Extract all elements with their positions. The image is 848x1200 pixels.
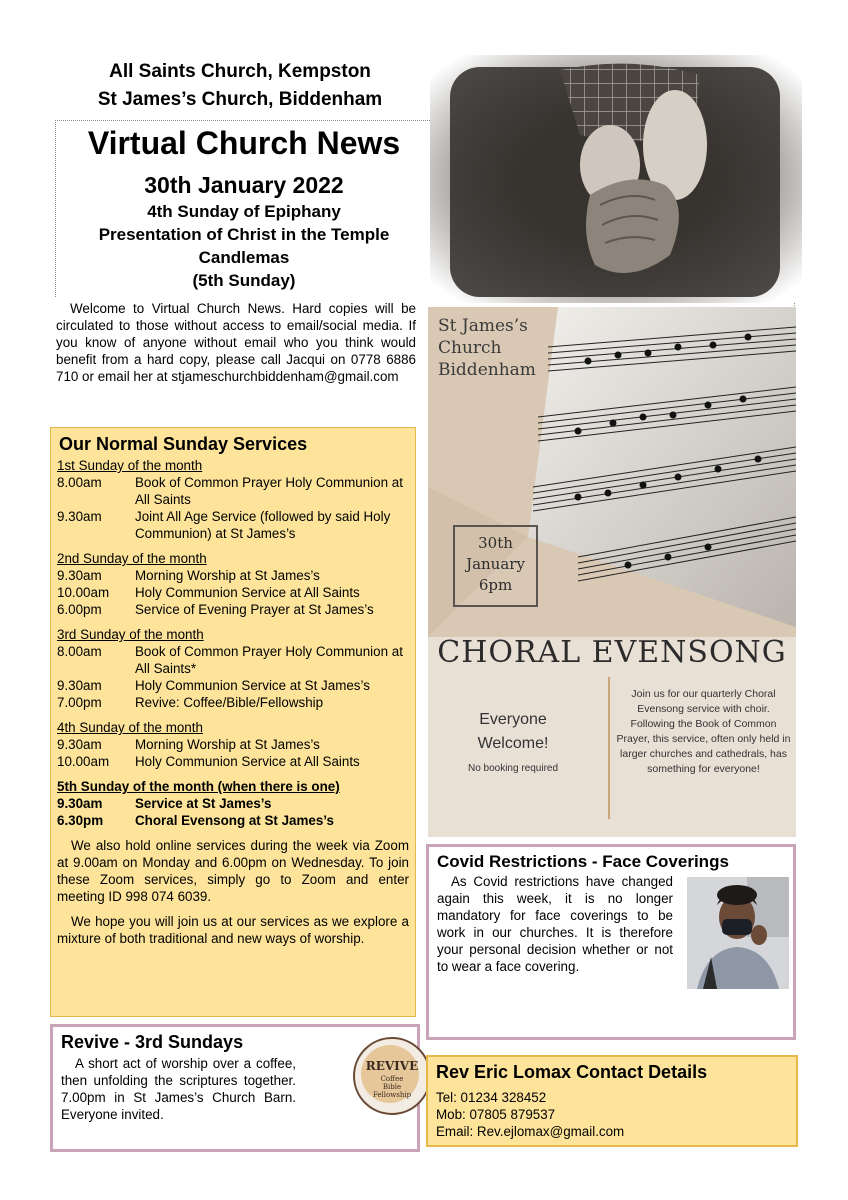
page-title: Virtual Church News bbox=[87, 125, 401, 161]
service-row bbox=[57, 508, 409, 542]
contact-box bbox=[426, 1055, 798, 1147]
poster-date-time: 6pm bbox=[478, 576, 513, 594]
revive-text bbox=[61, 1055, 296, 1123]
covid-box bbox=[426, 844, 796, 1040]
poster-everyone: Everyone bbox=[479, 711, 547, 728]
service-description: Book of Common Prayer Holy Communion at All Saints* bbox=[135, 644, 403, 676]
service-group bbox=[57, 457, 409, 542]
revive-logo-title: REVIVE bbox=[365, 1059, 419, 1073]
service-description: Choral Evensong at St James’s bbox=[135, 813, 334, 828]
join-us-paragraph: We hope you will join us at our services as we explore a mixture of both traditional and new ways of worship. bbox=[57, 914, 409, 946]
service-group bbox=[57, 778, 409, 829]
service-time: 8.00am bbox=[57, 475, 102, 490]
service-time: 10.00am bbox=[57, 585, 110, 600]
service-time: 9.30am bbox=[57, 509, 102, 524]
contact-email[interactable]: Email: Rev.ejlomax@gmail.com bbox=[436, 1124, 625, 1139]
service-time: 6.00pm bbox=[57, 602, 102, 617]
church-names bbox=[60, 58, 420, 114]
service-time: 9.30am bbox=[57, 796, 103, 811]
service-group bbox=[57, 550, 409, 618]
online-services-paragraph: We also hold online services during the week via Zoom at 9.00am on Monday and 6.00pm on Wednesday. To join these Zoom services, simply go to Zoom and enter meeting ID 998 074 6039. bbox=[57, 838, 409, 904]
service-description: Book of Common Prayer Holy Communion at All Saints bbox=[135, 475, 403, 507]
revive-logo-bible: Bible bbox=[382, 1083, 402, 1091]
welcome-paragraph: Welcome to Virtual Church News. Hard copies will be circulated to those without access to email/social media. If you know of anyone without email who you think would benefit from a hard copy, please call Jacqui on 0778 6886 710 or email her at stjameschurchbiddenham@gmail.com bbox=[56, 301, 416, 384]
service-group-title: 5th Sunday of the month (when there is one) bbox=[57, 779, 340, 794]
choral-evensong-poster bbox=[428, 307, 796, 837]
service-time: 9.30am bbox=[57, 568, 102, 583]
subtitle-fifth-sunday: (5th Sunday) bbox=[192, 271, 296, 290]
service-row bbox=[57, 474, 409, 508]
service-row bbox=[57, 567, 409, 584]
contact-mob: Mob: 07805 879537 bbox=[436, 1107, 556, 1122]
contact-heading: Rev Eric Lomax Contact Details bbox=[436, 1062, 708, 1082]
service-description: Joint All Age Service (followed by said Holy Communion) at St James’s bbox=[135, 509, 391, 541]
contact-tel: Tel: 01234 328452 bbox=[436, 1090, 547, 1105]
poster-welcome: Welcome! bbox=[477, 735, 549, 752]
title-box bbox=[55, 120, 432, 297]
service-description: Holy Communion Service at St James’s bbox=[135, 678, 370, 693]
poster-line-church: Church bbox=[438, 338, 502, 358]
church-name-all-saints: All Saints Church, Kempston bbox=[109, 61, 371, 82]
service-time: 6.30pm bbox=[57, 813, 104, 828]
service-time: 7.00pm bbox=[57, 695, 102, 710]
church-name-st-james: St James’s Church, Biddenham bbox=[97, 89, 383, 110]
service-description: Revive: Coffee/Bible/Fellowship bbox=[135, 695, 324, 710]
service-row bbox=[57, 753, 409, 770]
join-us-text bbox=[57, 913, 409, 947]
revive-box bbox=[50, 1024, 420, 1152]
normal-services-box bbox=[50, 427, 416, 1017]
service-time: 9.30am bbox=[57, 678, 102, 693]
service-group bbox=[57, 626, 409, 711]
subtitle-presentation: Presentation of Christ in the Temple bbox=[98, 225, 390, 244]
poster-no-booking: No booking required bbox=[467, 763, 559, 774]
service-time: 10.00am bbox=[57, 754, 110, 769]
poster-divider bbox=[608, 677, 610, 819]
poster-description: Join us for our quarterly Choral Evensong service with choir. Following the Book of Common Prayer, this service, often only held in larger churches and cathedrals, has something for everyone! bbox=[616, 688, 791, 775]
service-group-title: 1st Sunday of the month bbox=[57, 458, 203, 473]
revive-logo-coffee: Coffee bbox=[380, 1075, 404, 1083]
service-group-title: 3rd Sunday of the month bbox=[57, 627, 204, 642]
subtitle-candlemas: Candlemas bbox=[198, 248, 290, 267]
service-description: Holy Communion Service at All Saints bbox=[135, 585, 360, 600]
services-groups bbox=[57, 457, 409, 829]
service-row bbox=[57, 643, 409, 677]
online-services-text bbox=[57, 837, 409, 905]
poster-date-month: January bbox=[466, 555, 525, 573]
service-time: 9.30am bbox=[57, 737, 102, 752]
hands-photo bbox=[430, 55, 802, 303]
poster-date-box bbox=[453, 525, 538, 607]
revive-logo bbox=[353, 1037, 431, 1115]
service-description: Service of Evening Prayer at St James’s bbox=[135, 602, 374, 617]
service-group-title: 4th Sunday of the month bbox=[57, 720, 203, 735]
service-row bbox=[57, 601, 409, 618]
subtitle-epiphany: 4th Sunday of Epiphany bbox=[147, 202, 341, 221]
service-group-title: 2nd Sunday of the month bbox=[57, 551, 207, 566]
services-heading: Our Normal Sunday Services bbox=[59, 434, 308, 454]
revive-logo-fellowship: Fellowship bbox=[372, 1091, 412, 1099]
service-time: 8.00am bbox=[57, 644, 102, 659]
revive-heading: Revive - 3rd Sundays bbox=[61, 1032, 244, 1052]
service-description: Morning Worship at St James’s bbox=[135, 737, 320, 752]
poster-date-day: 30th bbox=[478, 534, 513, 552]
poster-church-name bbox=[438, 315, 536, 381]
poster-line-st-james: St James’s bbox=[438, 316, 528, 336]
service-row bbox=[57, 694, 409, 711]
service-row bbox=[57, 812, 409, 829]
service-description: Service at St James’s bbox=[135, 796, 272, 811]
service-row bbox=[57, 584, 409, 601]
poster-everyone-welcome bbox=[448, 707, 578, 774]
service-row bbox=[57, 677, 409, 694]
covid-text: As Covid restrictions have changed again this week, it is no longer mandatory for face coverings to be work in our churches. It is therefore your personal decision whether or not to wear a face covering. bbox=[437, 874, 673, 974]
service-row bbox=[57, 736, 409, 753]
service-group bbox=[57, 719, 409, 770]
covid-heading: Covid Restrictions - Face Coverings bbox=[437, 852, 729, 871]
choral-evensong-title: CHORAL EVENSONG bbox=[437, 635, 787, 670]
poster-line-biddenham: Biddenham bbox=[438, 360, 536, 380]
service-row bbox=[57, 795, 409, 812]
issue-date: 30th January 2022 bbox=[144, 172, 344, 198]
welcome-text bbox=[56, 300, 416, 385]
revive-paragraph: A short act of worship over a coffee, then unfolding the scriptures together. 7.00pm in St James’s Church Barn. Everyone invited. bbox=[61, 1056, 296, 1122]
face-covering-photo bbox=[687, 877, 789, 989]
service-description: Holy Communion Service at All Saints bbox=[135, 754, 360, 769]
service-description: Morning Worship at St James’s bbox=[135, 568, 320, 583]
